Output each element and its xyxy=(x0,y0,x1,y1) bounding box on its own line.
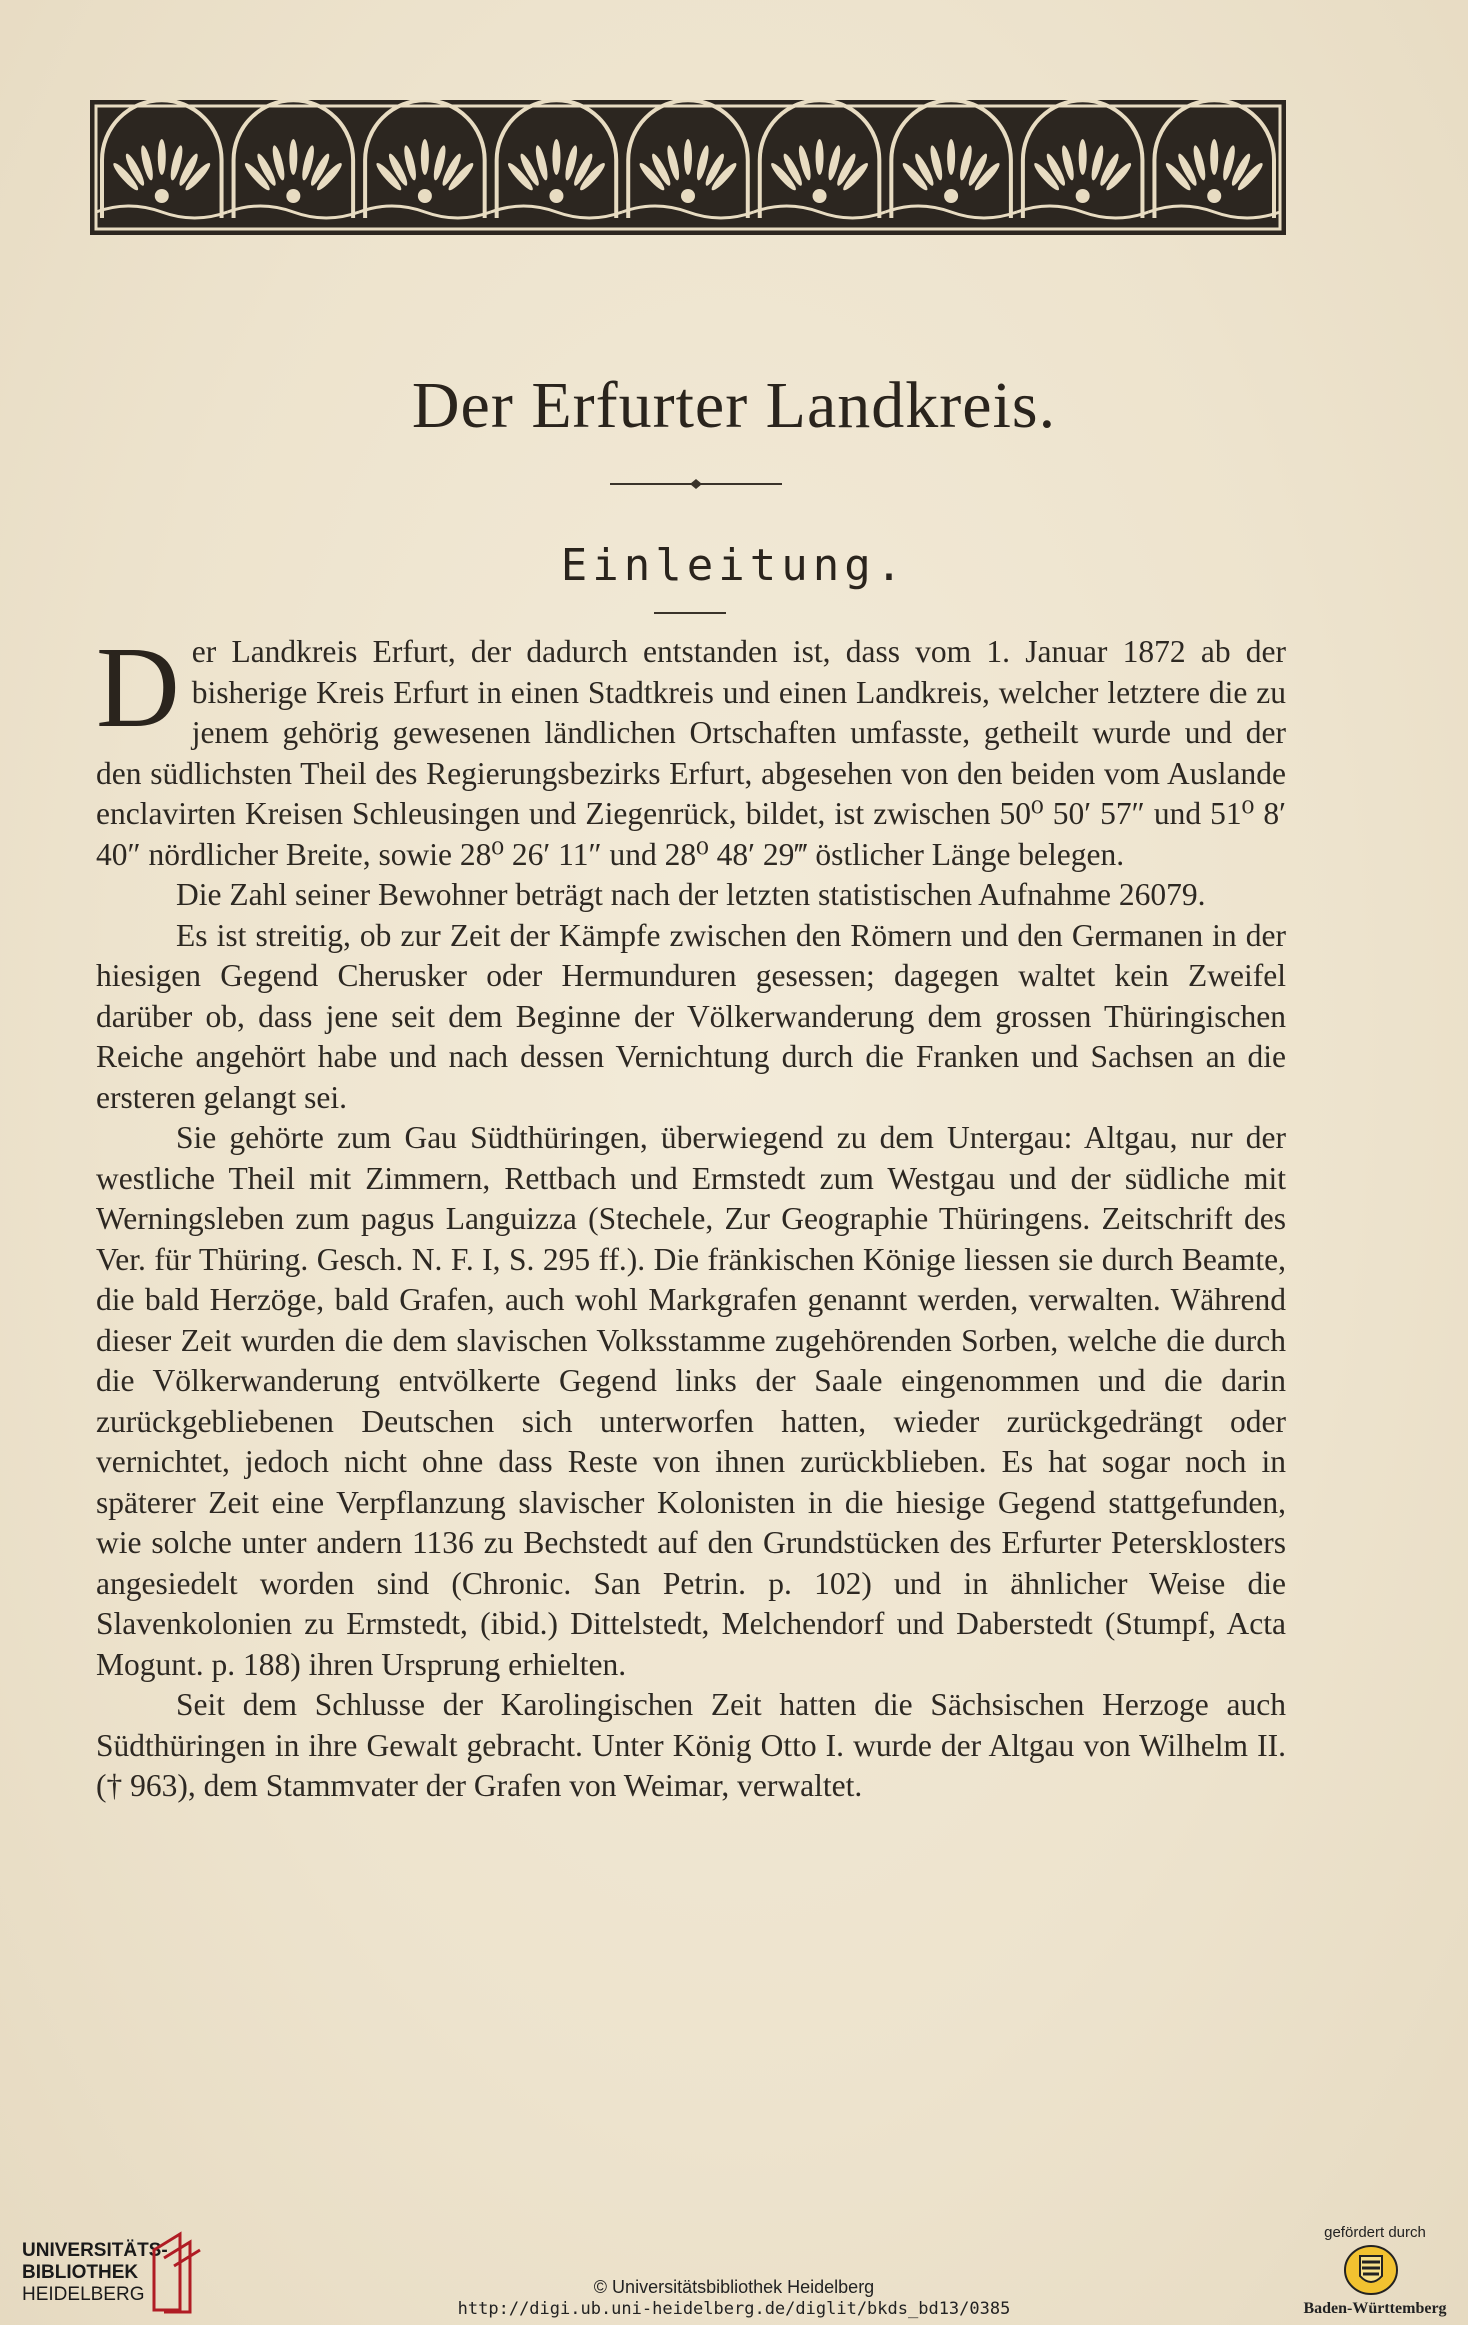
paragraph-5: Seit dem Schlusse der Karolingischen Zeit hatten die Sächsischen Herzoge auch Südthüringen in ihre Gewalt gebracht. Unter König Otto I. wurde der Altgau von Wilhelm II. († 963), dem Stammvater der Grafen von Weimar, verwaltet. xyxy=(96,1687,1286,1803)
library-name-line-1: UNIVERSITÄTS- xyxy=(22,2240,168,2261)
ornamental-header-band xyxy=(90,100,1286,235)
library-name-line-2: BIBLIOTHEK xyxy=(22,2262,139,2283)
paragraph-1-text: er Landkreis Erfurt, der dadurch entstanden ist, dass vom 1. Januar 1872 ab der bisherige Kreis Erfurt in einen Stadtkreis und einen Landkreis, welcher letztere die zu jenem gehörig gewesenen ländlichen Ortschaften umfasste, getheilt wurde und der den südlichsten Theil des Regierungsbezirks Erfurt, abgesehen von den beiden vom Auslande enclavirten Kreisen Schleusingen und Ziegenrück, bildet, ist zwischen 50⁰ 50′ 57″ und 51⁰ 8′ 40″ nördlicher Breite, sowie 28⁰ 26′ 11″ und 28⁰ 48′ 29‴ östlicher Länge belegen. xyxy=(96,634,1286,872)
drop-cap: D xyxy=(96,624,180,752)
funder-name: Baden-Württemberg xyxy=(1303,2300,1447,2317)
copyright-notice: © Universitätsbibliothek Heidelberg xyxy=(593,2277,875,2297)
baden-wuerttemberg-seal-icon xyxy=(1340,2242,1402,2298)
heading-underline xyxy=(654,612,726,614)
paragraph-4: Sie gehörte zum Gau Südthüringen, überwiegend zu dem Untergau: Altgau, nur der westliche Theil mit Zimmern, Rettbach und Ermstedt zum Westgau und der südliche mit Werningsleben zum pagus Languizza (Stechele, Zur Geographie Thüringens. Zeitschrift des Ver. für Thüring. Gesch. N. F. I, S. 295 ff.). Die fränkischen Könige liessen sie durch Beamte, die bald Herzöge, bald Grafen, auch wohl Markgrafen genannt werden, verwalten. Während dieser Zeit wurden die dem slavischen Volksstamme zugehörenden Sorben, welche die durch die Völkerwanderung entvölkerte Gegend links der Saale eingenommen und die darin zurückgebliebenen Deutschen sich unterworfen hatten, wieder zurückgedrängt oder vernichtet, jedoch nicht ohne dass Reste von ihnen zurückblieben. Es hat sogar noch in späterer Zeit eine Verpflanzung slavischer Kolonisten in die hiesige Gegend stattgefunden, wie solche unter andern 1136 zu Bechstedt auf den Grundstücken des Erfurter Petersklosters angesiedelt worden sind (Chronic. San Petrin. p. 102) und in ähnlicher Weise die Slavenkolonien zu Ermstedt, (ibid.) Dittelstedt, Melchendorf und Daberstedt (Stumpf, Acta Mogunt. p. 188) ihren Ursprung erhielten. xyxy=(96,1120,1286,1682)
paragraph-1 xyxy=(96,624,1286,875)
section-heading: Einleitung. xyxy=(560,540,908,591)
funded-by-label: gefördert durch xyxy=(1324,2224,1426,2241)
library-name-line-3: HEIDELBERG xyxy=(22,2284,145,2305)
title-divider xyxy=(610,478,782,490)
body-text xyxy=(96,624,1286,1807)
paragraph-2: Die Zahl seiner Bewohner beträgt nach der letzten statistischen Aufnahme 26079. xyxy=(176,877,1206,912)
footer-credits xyxy=(0,2276,1468,2320)
paragraph-3: Es ist streitig, ob zur Zeit der Kämpfe zwischen den Römern und den Germanen in der hiesigen Gegend Cherusker oder Hermunduren gesessen; dagegen waltet kein Zweifel darüber ob, dass jene seit dem Beginne der Völkerwanderung dem grossen Thüringischen Reiche angehört habe und nach dessen Vernichtung durch die Franken und Sachsen an die ersteren gelangt sei. xyxy=(96,917,1286,1115)
page-title: Der Erfurter Landkreis. xyxy=(411,369,1057,442)
source-url-link[interactable]: http://digi.ub.uni-heidelberg.de/diglit/bkds_bd13/0385 xyxy=(457,2299,1011,2319)
